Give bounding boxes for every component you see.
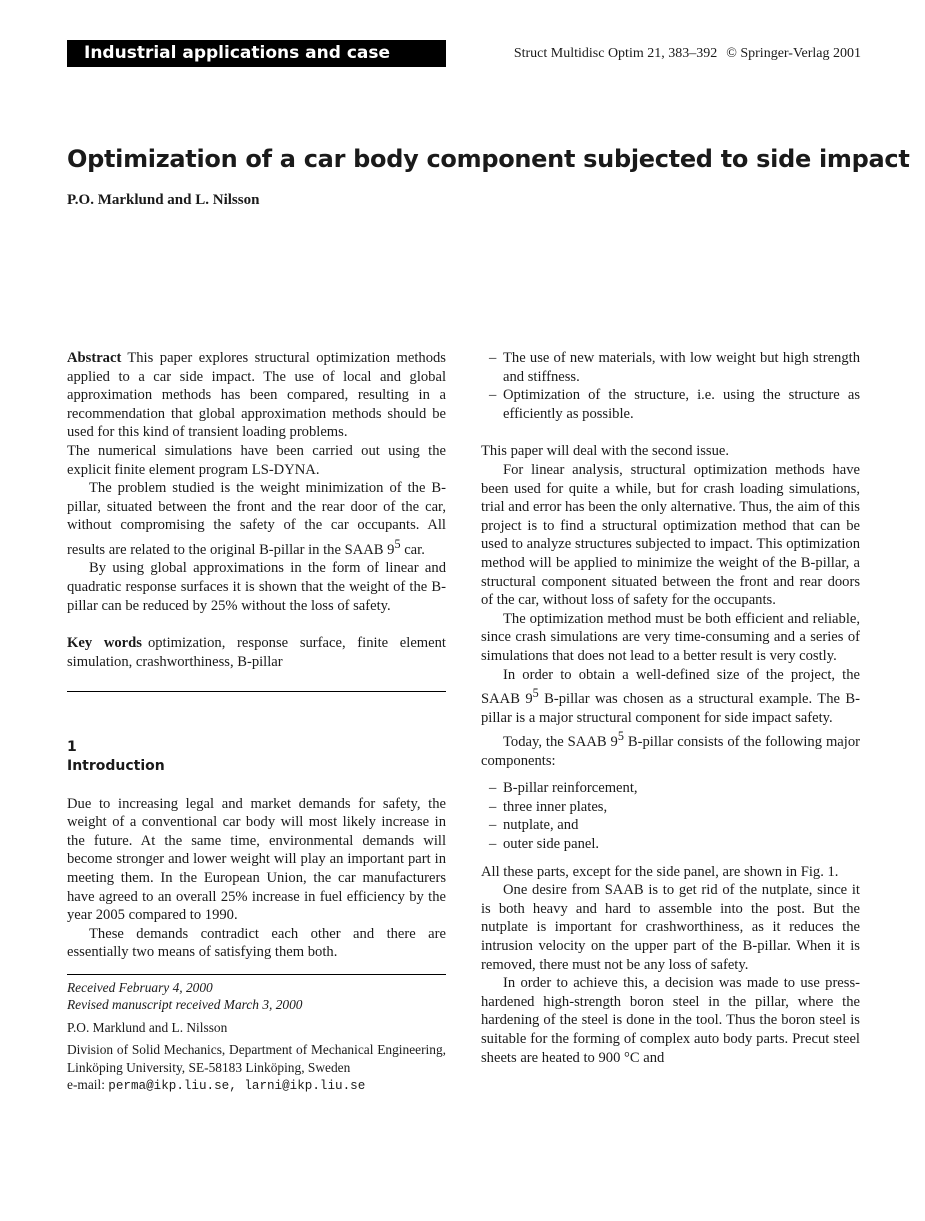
body-paragraph: In order to obtain a well-defined size of the project, the SAAB $9^5$ B-pillar was chosen as a structural example. The B-pillar is a major structural component for side impact safety.	[481, 666, 861, 726]
footnote-authors: P.O. Marklund and L. Nilsson	[67, 1019, 228, 1035]
body-paragraph: This paper will deal with the second issue.	[481, 443, 730, 460]
keywords: Key words optimization, response surface, finite element simulation, crashworthiness, B-pillar	[67, 635, 446, 670]
revised-date: Revised manuscript received March 3, 2000	[67, 997, 303, 1013]
journal-reference	[514, 46, 861, 62]
abstract-label: Abstract	[67, 350, 122, 366]
list-item: – B-pillar reinforcement,	[481, 779, 860, 798]
body-paragraph: Today, the SAAB $9^5$ B-pillar consists of the following major components:	[481, 729, 860, 769]
means-list	[481, 349, 860, 423]
copyright: © Springer-Verlag 2001	[726, 46, 861, 61]
affiliation: Division of Solid Mechanics, Department of Mechanical Engineering, Linköping University, SE-58183 Linköping, Sweden	[67, 1042, 446, 1075]
keywords-label: Key words	[67, 635, 142, 652]
authors: P.O. Marklund and L. Nilsson	[67, 192, 260, 208]
abstract-paragraph: By using global approximations in the form of linear and quadratic response surfaces it is shown that the weight of the B-pillar can be reduced by 25% without the loss of safety.	[67, 560, 446, 614]
left-column	[67, 349, 446, 1096]
received-date: Received February 4, 2000	[67, 979, 213, 995]
journal-citation: Struct Multidisc Optim 21, 383–392	[513, 46, 718, 61]
components-list	[481, 779, 860, 853]
body-paragraph: For linear analysis, structural optimization methods have been used for quite a while, but for crash loading simulations, trial and error has been the only alternative. Thus, the aim of this project is to find a structural optimization method that can be used to analyze structures subjected to impact. This optimization method will be applied to minimize the weight of the B-pillar, a structural component situated between the front and rear doors of the car, without loss of safety for the occupants.	[481, 461, 860, 609]
section-title: Introduction	[67, 757, 165, 774]
email-addresses: perma@ikp.liu.se, larni@ikp.liu.se	[108, 1079, 366, 1094]
section-number: 1	[67, 739, 77, 756]
list-item: – three inner plates,	[481, 798, 860, 817]
abstract-paragraph: Abstract This paper explores structural optimization methods applied to a car side impact. The use of local and global approximation methods has been compared, resulting in a recommendation that global approximation methods should be used for this kind of transient loading problems.	[67, 350, 446, 441]
abstract-paragraph: The problem studied is the weight minimization of the B-pillar, situated between the front and the rear door of the car, without compromising the safety of the car occupants. All results are related to the original B-pillar in the SAAB $9^5$ car.	[67, 480, 446, 558]
section-banner: Industrial applications and case studies	[67, 40, 446, 67]
list-item: – The use of new materials, with low weight but high strength and stiffness.	[481, 349, 860, 386]
body-paragraph: In order to achieve this, a decision was made to use press-hardened high-strength boron steel in the pillar, where the hardening of the steel is done in the tool. Thus the boron steel is suitable for the forming of complex auto body parts. Precut steel sheets are heated to 900 °C and	[481, 975, 860, 1066]
body-paragraph: One desire from SAAB is to get rid of the nutplate, since it is both heavy and hard to assemble into the post. But the nutplate is important for crashworthiness, as it reduces the intrusion velocity on the upper part of the B-pillar. When it is removed, there must not be any loss of safety.	[481, 882, 860, 973]
list-item: – outer side panel.	[481, 835, 860, 854]
intro-paragraph: These demands contradict each other and there are essentially two means of satisfying them both.	[67, 925, 446, 961]
email-line: e-mail: perma@ikp.liu.se, larni@ikp.liu.se	[67, 1077, 366, 1094]
list-item: – Optimization of the structure, i.e. using the structure as efficiently as possible.	[481, 386, 860, 423]
intro-paragraph: Due to increasing legal and market demands for safety, the weight of a conventional car body will most likely increase in the future. At the same time, environmental demands will become stronger and lower weight will play an important part in meeting them. In the European Union, the car manufacturers have agreed to an overall 25% increase in fuel efficiency by the year 2005 compared to 1990.	[67, 795, 446, 924]
right-column	[481, 349, 860, 1067]
footnote	[67, 979, 446, 1096]
list-item: – nutplate, and	[481, 816, 860, 835]
body-paragraph: All these parts, except for the side panel, are shown in Fig. 1.	[481, 863, 839, 880]
body-paragraph: The optimization method must be both efficient and reliable, since crash simulations are very time-consuming and a series of simulations that does not lead to a better result is very costly.	[481, 610, 860, 664]
paper-title: Optimization of a car body component subjected to side impact	[67, 145, 910, 173]
abstract-paragraph: The numerical simulations have been carried out using the explicit finite element program LS-DYNA.	[67, 442, 446, 478]
